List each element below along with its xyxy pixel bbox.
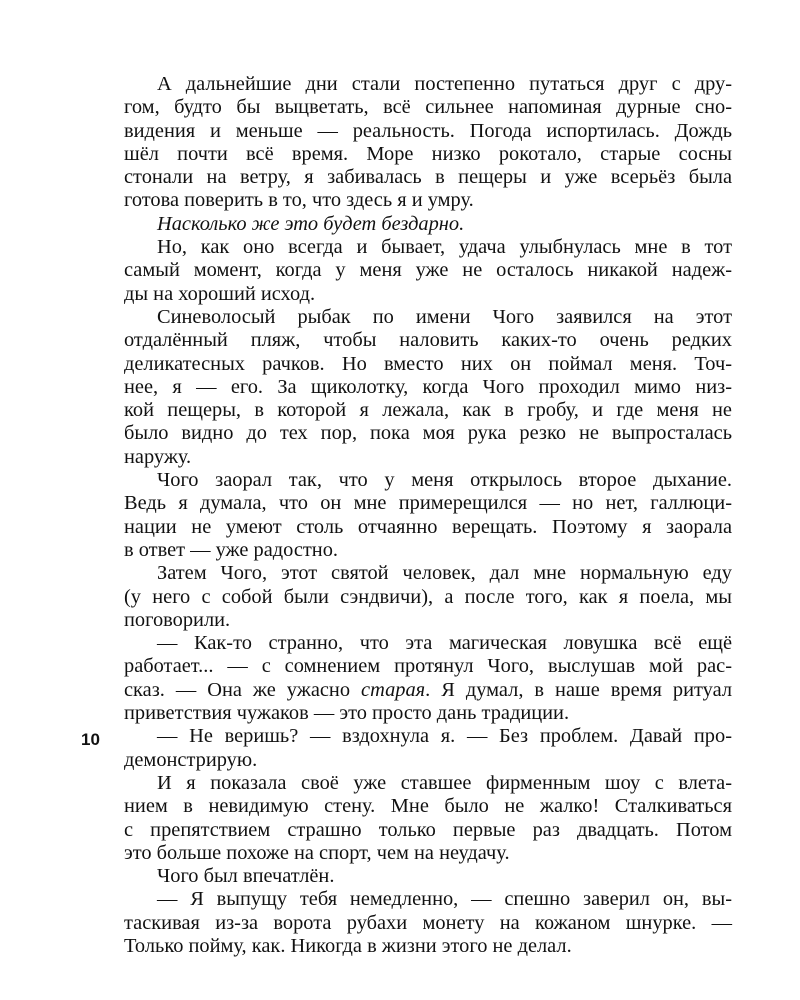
text-line: — Как-то странно, что эта магическая ловушка всё ещё: [157, 632, 732, 655]
text-line: (у него с собой были сэндвичи), а после того, как я поела, мы: [124, 585, 732, 608]
text-segment: . Я думал, в наше время ритуал: [425, 678, 732, 701]
text-line: И я показала своё уже ставшее фирменным шоу с влета-: [157, 771, 732, 794]
text-line: с препятствием страшно только первые раз двадцать. Потом: [124, 818, 732, 841]
text-line: Но, как оно всегда и бывает, удача улыбнулась мне в тот: [157, 236, 732, 259]
text-line: нием в невидимую стену. Мне было не жалко! Сталкиваться: [124, 795, 732, 818]
text-segment: сказ. — Она же ужасно: [124, 678, 362, 701]
text-line: Затем Чого, этот святой человек, дал мне нормальную еду: [157, 562, 732, 585]
text-line: готова поверить в то, что здесь я и умру.: [124, 189, 474, 212]
text-segment-italic: старая: [361, 678, 426, 701]
text-line: отдалённый пляж, чтобы наловить каких-то очень редких: [124, 329, 732, 352]
text-line: — Не веришь? — вздохнула я. — Без проблем. Давай про-: [157, 725, 732, 748]
text-line: А дальнейшие дни стали постепенно путаться друг с дру-: [157, 73, 732, 95]
text-line: таскивая из-за ворота рубахи монету на кожаном шнурке. —: [124, 911, 732, 934]
text-line: Ведь я думала, что он мне примерещился — но нет, галлюци-: [124, 492, 732, 515]
text-line: это больше похоже на спорт, чем на неудачу.: [124, 841, 510, 864]
text-line: Только пойму, как. Никогда в жизни этого не делал.: [124, 934, 572, 957]
text-line: ды на хороший исход.: [124, 282, 316, 305]
text-line: работает... — с сомнением протянул Чого, выслушав мой рас-: [124, 655, 732, 678]
text-line: демонстрирую.: [124, 748, 258, 771]
text-line: наружу.: [124, 445, 192, 468]
text-line: Чого заорал так, что у меня открылось второе дыхание.: [157, 469, 732, 492]
text-line: кой пещеры, в которой я лежала, как в гробу, и где меня не: [124, 399, 732, 422]
text-line: нее, я — его. За щиколотку, когда Чого проходил мимо низ-: [124, 375, 732, 398]
text-line: деликатесных рачков. Но вместо них он поймал меня. Точ-: [124, 352, 732, 375]
text-line: поговорили.: [124, 608, 231, 631]
text-line: самый момент, когда у меня уже не осталось никакой надеж-: [124, 259, 732, 282]
text-line: Чого был впечатлён.: [157, 865, 335, 888]
text-line: видения и меньше — реальность. Погода испортилась. Дождь: [124, 119, 732, 142]
body-text: [124, 73, 732, 958]
text-line: в ответ — уже радостно.: [124, 538, 339, 561]
text-line: приветствия чужаков — это просто дань традиции.: [124, 702, 570, 725]
text-line-mixed: [124, 679, 732, 702]
text-line: нации не умеют столь отчаянно верещать. Поэтому я заорала: [124, 515, 732, 538]
text-line: было видно до тех пор, пока моя рука резко не выпросталась: [124, 422, 732, 445]
text-line: шёл почти всё время. Море низко рокотало, старые сосны: [124, 142, 732, 165]
text-line: стонали на ветру, я забивалась в пещеры и уже всерьёз была: [124, 166, 732, 189]
text-line: — Я выпущу тебя немедленно, — спешно заверил он, вы-: [157, 888, 732, 911]
text-line: Синеволосый рыбак по имени Чого заявился на этот: [157, 305, 732, 328]
text-line: гом, будто бы выцветать, всё сильнее напоминая дурные сно-: [124, 96, 732, 119]
page-number: 10: [81, 730, 100, 749]
text-line-italic: Насколько же это будет бездарно.: [157, 212, 465, 235]
